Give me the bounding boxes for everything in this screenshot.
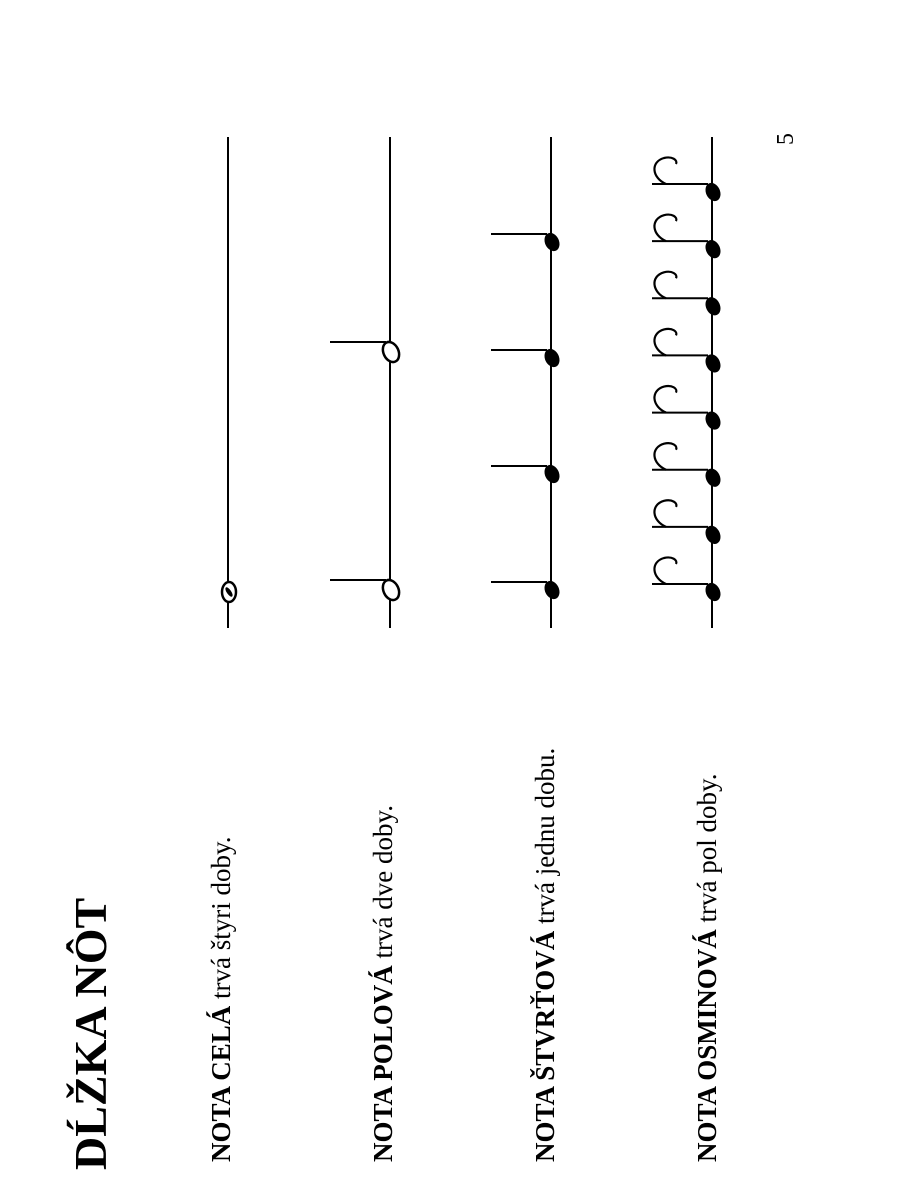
note-name: NOTA OSMINOVÁ — [692, 929, 722, 1162]
staff-quarter-note — [491, 137, 562, 628]
note-flag — [654, 215, 676, 242]
half-note — [330, 577, 402, 602]
note-flag — [654, 557, 676, 584]
whole-note — [222, 582, 236, 602]
staff-whole-note — [222, 137, 236, 628]
quarter-note — [491, 346, 562, 369]
note-name: NOTA ŠTVRŤOVÁ — [530, 930, 560, 1162]
quarter-note — [491, 230, 562, 253]
note-flag — [654, 329, 676, 356]
note-flag — [654, 500, 676, 527]
page-title: DĹŽKA NÔT — [65, 897, 116, 1170]
note-head — [380, 339, 402, 364]
note-name: NOTA CELÁ — [206, 1005, 236, 1162]
note-duration-text: trvá dve doby. — [368, 805, 398, 966]
note-head — [380, 577, 402, 602]
note-duration-text: trvá pol doby. — [692, 773, 722, 930]
staff-half-note — [330, 137, 402, 628]
note-duration-text: trvá štyri doby. — [206, 836, 236, 1006]
note-flag — [654, 272, 676, 299]
note-name: NOTA POLOVÁ — [368, 965, 398, 1162]
half-note — [330, 339, 402, 364]
quarter-note — [491, 578, 562, 601]
note-flag — [654, 386, 676, 413]
note-flag — [654, 443, 676, 470]
quarter-note — [491, 462, 562, 485]
page-number: 5 — [773, 133, 799, 145]
note-flag — [654, 157, 676, 184]
staff-eighth-note — [652, 137, 723, 628]
note-duration-text: trvá jednu dobu. — [530, 747, 560, 931]
